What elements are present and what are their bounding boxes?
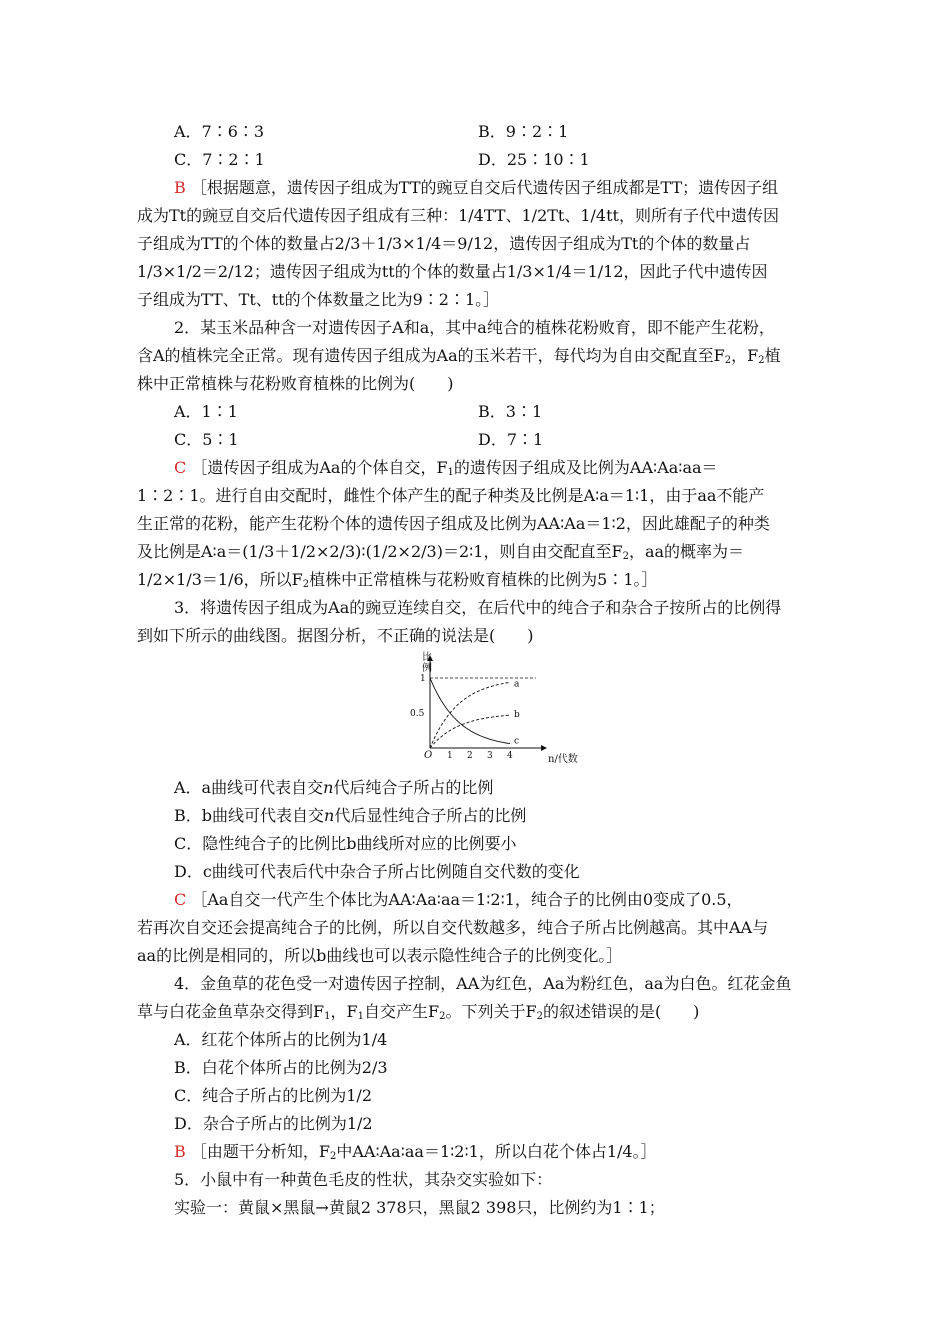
q4-stem-text: 。下列关于F (445, 1002, 537, 1021)
subscript: 1 (324, 1011, 331, 1022)
q4-stem-text: ，F (330, 1002, 358, 1021)
x-tick-label: 4 (507, 751, 513, 761)
q2-explanation-line: 生正常的花粉，能产生花粉个体的遗传因子组成及比例为AA∶Aa＝1∶2，因此雄配子的种类 (137, 514, 770, 533)
italic-n: n (324, 806, 335, 825)
x-tick-label: 3 (487, 751, 493, 761)
q1-explanation-line: 子组成为TT、Tt、tt的个体数量之比为9∶2∶1。］ (137, 290, 500, 309)
q1-explanation-line (174, 178, 778, 198)
q2-explanation-line (137, 542, 744, 562)
q2-explanation-text: ，aa的概率为＝ (628, 542, 745, 561)
q1-explanation-line: 子组成为TT的个体的数量占2/3＋1/3×1/4＝9/12，遗传因子组成为Tt的个体的数量占 (137, 234, 751, 253)
origin-label: O (424, 750, 433, 761)
y-axis-label-char1: 比 (422, 652, 432, 663)
subscript: 2 (724, 355, 732, 366)
q3-option-text: B．b曲线可代表自交 (174, 806, 325, 825)
q2-stem-text: 含A的植株完全正常。现有遗传因子组成为Aa的玉米若干，每代均为自由交配直至F (137, 346, 725, 365)
q2-option-b[interactable]: B．3∶1 (478, 402, 543, 421)
subscript: 2 (622, 551, 629, 562)
q4-option-b[interactable]: B．白花个体所占的比例为2/3 (174, 1058, 388, 1077)
q2-explanation-line (137, 570, 658, 590)
q2-option-d[interactable]: D．7∶1 (478, 430, 544, 449)
q4-option-d[interactable]: D．杂合子所占的比例为1/2 (174, 1114, 373, 1133)
q5-stem-line: 5．小鼠中有一种黄色毛皮的性状，其杂交实验如下： (174, 1170, 553, 1189)
q3-option-c[interactable]: C．隐性纯合子的比例比b曲线所对应的比例要小 (174, 834, 517, 853)
q1-answer: B (174, 178, 186, 197)
q2-explanation-text: 及比例是A∶a＝(1/3＋1/2×2/3)∶(1/2×2/3)＝2∶1，则自由交配直至F (137, 542, 623, 561)
q3-option-text: 代后显性纯合子所占的比例 (334, 806, 527, 825)
q3-option-text: A．a曲线可代表自交 (174, 778, 324, 797)
y-tick-label: 1 (420, 674, 426, 684)
q3-answer: C (174, 890, 187, 909)
q2-stem-line: 2．某玉米品种含一对遗传因子A和a，其中a纯合的植株花粉败育，即不能产生花粉， (174, 318, 775, 337)
series-c-line (430, 678, 510, 744)
q3-explanation-line: aa的比例是相同的，所以b曲线也可以表示隐性纯合子的比例变化。］ (137, 946, 623, 965)
q4-option-c[interactable]: C．纯合子所占的比例为1/2 (174, 1086, 372, 1105)
q1-explanation-text: ［根据题意，遗传因子组成为TT的豌豆自交后代遗传因子组成都是TT；遗传因子组 (190, 178, 779, 197)
q4-answer: B (174, 1142, 186, 1161)
q4-stem-line: 4．金鱼草的花色受一对遗传因子控制，AA为红色，Aa为粉红色，aa为白色。红花金鱼 (174, 974, 792, 993)
subscript: 2 (329, 1151, 337, 1162)
q4-option-a[interactable]: A．红花个体所占的比例为1/4 (174, 1030, 388, 1049)
q3-option-d[interactable]: D．c曲线可代表后代中杂合子所占比例随自交代数的变化 (174, 862, 580, 881)
q3-stem-line: 3．将遗传因子组成为Aa的豌豆连续自交，在后代中的纯合子和杂合子按所占的比例得 (174, 598, 782, 617)
q5-experiment-1: 实验一：黄鼠×黑鼠→黄鼠2 378只，黑鼠2 398只，比例约为1∶1； (174, 1198, 665, 1217)
q1-option-a[interactable]: A．7∶6∶3 (174, 122, 265, 141)
q1-option-d[interactable]: D．25∶10∶1 (478, 150, 590, 169)
q2-stem-line: 株中正常植株与花粉败育植株的比例为( ) (137, 374, 454, 393)
q2-stem-text: 植 (764, 346, 781, 365)
q3-stem-line: 到如下所示的曲线图。据图分析，不正确的说法是( ) (137, 626, 534, 645)
y-tick-label: 0.5 (410, 709, 425, 719)
q3-option-b[interactable] (174, 806, 526, 826)
series-b-label: b (514, 710, 520, 721)
q2-explanation-text: 1/2×1/3＝1/6，所以F (137, 570, 303, 589)
italic-n: n (323, 778, 334, 797)
q4-stem-text: 的叙述错误的是( ) (542, 1002, 700, 1021)
subscript: 2 (536, 1011, 543, 1022)
q3-option-text: 代后纯合子所占的比例 (333, 778, 494, 797)
q2-explanation-text: 植株中正常植株与花粉败育植株的比例为5∶1。］ (309, 570, 658, 589)
q2-explanation-text: 的遗传因子组成及比例为AA∶Aa∶aa＝ (453, 458, 718, 477)
y-axis-label-char2: 例 (422, 663, 432, 674)
q1-option-c[interactable]: C．7∶2∶1 (174, 150, 265, 169)
series-a-line (430, 682, 510, 748)
q4-explanation-text: 中AA∶Aa∶aa＝1∶2∶1，所以白花个体占1/4。］ (336, 1142, 657, 1161)
q2-stem-text: ，F (731, 346, 759, 365)
q3-option-a[interactable] (174, 778, 493, 798)
q2-explanation-line (174, 458, 718, 478)
x-axis-label: n/代数 (548, 754, 578, 765)
q3-line-chart (400, 648, 580, 772)
q1-explanation-line: 成为Tt的豌豆自交后代遗传因子组成有三种：1/4TT、1/2Tt、1/4tt，则所有子代中遗传因 (137, 206, 779, 225)
series-group (430, 678, 536, 748)
q2-stem-line (137, 346, 781, 366)
series-b-line (430, 715, 510, 748)
q2-option-c[interactable]: C．5∶1 (174, 430, 239, 449)
q2-explanation-text: ［遗传因子组成为Aa的个体自交，F (191, 458, 448, 477)
x-tick-label: 2 (467, 751, 473, 761)
subscript: 2 (302, 579, 310, 590)
q2-explanation-line: 1∶2∶1。进行自由交配时，雌性个体产生的配子种类及比例是A∶a＝1∶1，由于aa不能产 (137, 486, 765, 505)
q3-explanation-line: 若再次自交还会提高纯合子的比例，所以自交代数越多，纯合子所占比例越高。其中AA与 (137, 918, 769, 937)
series-a-label: a (514, 679, 520, 690)
q4-stem-line (137, 1002, 699, 1022)
subscript: 1 (447, 467, 454, 478)
q4-stem-text: 草与白花金鱼草杂交得到F (137, 1002, 325, 1021)
q2-option-a[interactable]: A．1∶1 (174, 402, 238, 421)
subscript: 1 (357, 1011, 364, 1022)
q4-explanation-text: ［由题干分析知，F (190, 1142, 330, 1161)
q4-explanation-line (174, 1142, 657, 1162)
q2-answer: C (174, 458, 187, 477)
x-tick-label: 1 (447, 751, 453, 761)
q3-explanation-text: ［Aa自交一代产生个体比为AA∶Aa∶aa＝1∶2∶1，纯合子的比例由0变成了0.5， (191, 890, 743, 909)
subscript: 2 (439, 1011, 446, 1022)
q3-explanation-line (174, 890, 743, 910)
q4-stem-text: 自交产生F (363, 1002, 440, 1021)
subscript: 2 (758, 355, 765, 366)
q1-option-b[interactable]: B．9∶2∶1 (478, 122, 569, 141)
series-c-label: c (514, 736, 520, 747)
q1-explanation-line: 1/3×1/2＝2/12；遗传因子组成为tt的个体的数量占1/3×1/4＝1/12，因此子代中遗传因 (137, 262, 768, 281)
